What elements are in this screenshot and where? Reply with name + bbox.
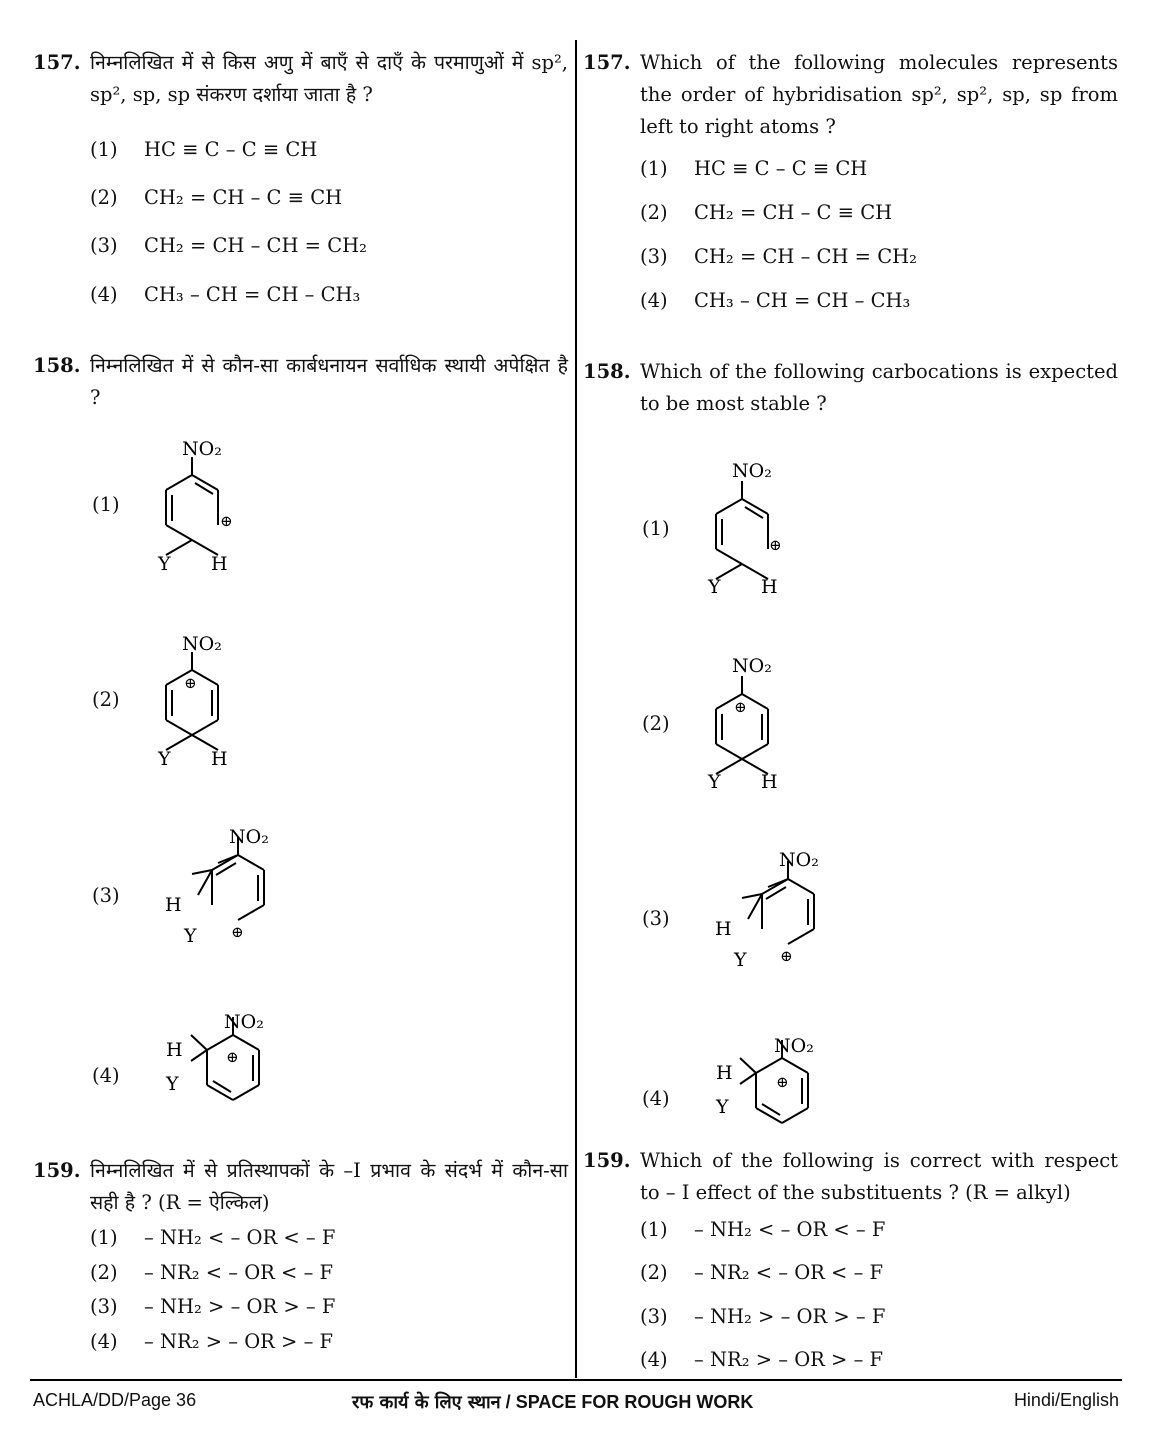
question-number: 159. (33, 1159, 81, 1182)
footer-separator: / (500, 1392, 516, 1412)
nitro-label: NO₂ (779, 849, 819, 871)
nitro-label: NO₂ (229, 826, 269, 848)
left-structure-3 (165, 826, 269, 947)
question-text: निम्नलिखित में से किस अणु में बाएँ से दाएँ के परमाणुओं में sp², sp², sp, sp संकरण दर्शाया जाता है ? (90, 51, 568, 106)
column-divider (575, 40, 577, 1378)
h-label: H (761, 771, 778, 793)
h-label: H (761, 576, 778, 598)
charge-icon: ⊕ (769, 536, 782, 554)
footer-rough-work (352, 1390, 753, 1414)
nitro-label: NO₂ (182, 633, 222, 655)
charge-icon: ⊕ (226, 1048, 239, 1066)
question-number: 158. (583, 360, 631, 383)
charge-icon: ⊕ (231, 923, 244, 941)
left-structure-1 (157, 438, 233, 575)
h-label: H (716, 1062, 733, 1084)
charge-icon: ⊕ (184, 674, 197, 692)
question-text: Which of the following molecules represents the order of hybridisation sp², sp², sp, sp from left to right atoms ? (640, 51, 1118, 138)
question-number: 157. (33, 51, 81, 74)
left-structure-2 (157, 633, 228, 770)
y-label: Y (158, 748, 171, 770)
nitro-label: NO₂ (732, 460, 772, 482)
h-label: H (166, 1039, 183, 1061)
h-label: H (715, 918, 732, 940)
charge-icon: ⊕ (220, 512, 233, 530)
y-label: Y (708, 771, 721, 793)
charge-icon: ⊕ (780, 947, 793, 965)
y-label: Y (184, 925, 197, 947)
question-text: निम्नलिखित में से प्रतिस्थापकों के –I प्रभाव के संदर्भ में कौन-सा सही है ? (R = ऐल्किल) (90, 1159, 568, 1214)
y-label: Y (166, 1073, 179, 1095)
question-text: Which of the following carbocations is expected to be most stable ? (640, 360, 1118, 415)
question-text: Which of the following is correct with respect to – I effect of the substituents ? (R = alkyl) (640, 1149, 1118, 1204)
right-structure-2 (707, 655, 778, 793)
footer-language: Hindi/English (1013, 1390, 1119, 1410)
footer-hindi: रफ कार्य के लिए स्थान (352, 1392, 501, 1413)
nitro-label: NO₂ (774, 1035, 814, 1057)
charge-icon: ⊕ (734, 698, 747, 716)
h-label: H (211, 553, 228, 575)
question-number: 157. (583, 51, 631, 74)
nitro-label: NO₂ (224, 1011, 264, 1033)
footer-rule (30, 1379, 1122, 1381)
charge-icon: ⊕ (776, 1073, 789, 1091)
y-label: Y (708, 576, 721, 598)
h-label: H (211, 748, 228, 770)
y-label: Y (734, 949, 747, 971)
question-number: 158. (33, 354, 81, 377)
right-structure-1 (707, 460, 782, 598)
right-structure-3 (715, 849, 819, 971)
question-number: 159. (583, 1149, 631, 1172)
h-label: H (165, 894, 182, 916)
right-structure-4 (715, 1035, 814, 1123)
nitro-label: NO₂ (182, 438, 222, 460)
footer-page-id: ACHLA/DD/Page 36 (33, 1390, 197, 1410)
question-text: निम्नलिखित में से कौन-सा कार्बधनायन सर्वाधिक स्थायी अपेक्षित है ? (90, 354, 568, 409)
footer-english: SPACE FOR ROUGH WORK (515, 1392, 754, 1412)
y-label: Y (716, 1096, 729, 1118)
left-structure-4 (165, 1011, 264, 1100)
y-label: Y (158, 553, 171, 575)
nitro-label: NO₂ (732, 655, 772, 677)
